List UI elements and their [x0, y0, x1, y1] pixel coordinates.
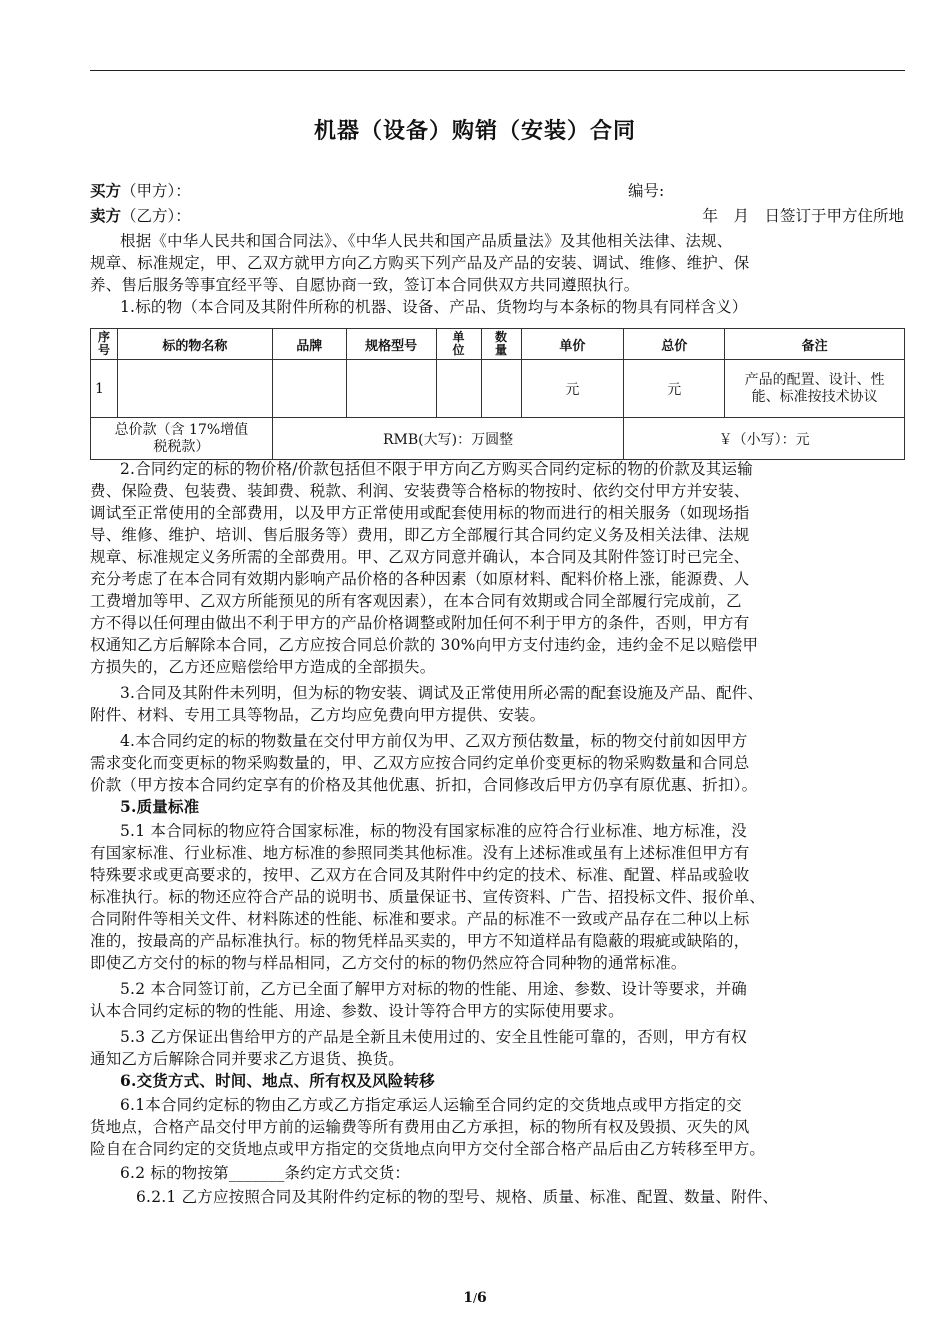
section4-line: 价款（甲方按本合同约定享有的价格及其他优惠、折扣，合同修改后甲方仍享有原优惠、折扣）。	[90, 776, 758, 794]
cell-name	[117, 360, 272, 418]
page-footer	[0, 1290, 950, 1306]
section3-line: 附件、材料、专用工具等物品，乙方均应免费向甲方提供、安装。	[90, 706, 546, 724]
section2-line: 工费增加等甲、乙双方所能预见的所有客观因素），在本合同有效期或合同全部履行完成前，乙	[90, 592, 742, 610]
section5-2-line: 认本合同约定标的物的性能、用途、参数、设计等符合甲方的实际使用要求。	[90, 1002, 624, 1020]
section6-1-line: 6.1本合同约定标的物由乙方或乙方指定承运人运输至合同约定的交货地点或甲方指定的交	[120, 1096, 742, 1114]
col-header-qty: 数量	[481, 329, 521, 360]
seller-label: 卖方	[90, 206, 122, 225]
cell-brand	[272, 360, 346, 418]
section5-1-line: 有国家标准、行业标准、地方标准的参照同类其他标准。没有上述标准或虽有上述标准但甲方有	[90, 844, 750, 862]
cell-total: 元	[624, 360, 725, 418]
section5-1-line: 即使乙方交付的标的物与样品相同，乙方交付的标的物仍然应符合同种物的通常标准。	[90, 954, 687, 972]
section3-line: 3.合同及其附件未列明，但为标的物安装、调试及正常使用所必需的配套设施及产品、配件、	[120, 684, 764, 702]
intro-line: 根据《中华人民共和国合同法》、《中华人民共和国产品质量法》及其他相关法律、法规、	[120, 232, 733, 250]
section5-1-line: 合同附件等相关文件、材料陈述的性能、标准和要求。产品的标准不一致或产品存在二种以上标	[90, 910, 750, 928]
section5-1-line: 准的，按最高的产品标准执行。标的物凭样品买卖的，甲方不知道样品有隐蔽的瑕疵或缺陷的，	[90, 932, 750, 950]
section6-2-1-line: 6.2.1 乙方应按照合同及其附件约定标的物的型号、规格、质量、标准、配置、数量、附件、	[136, 1188, 779, 1206]
rmb-upper: RMB(大写)：万圆整	[272, 418, 624, 460]
section2-line: 2.合同约定的标的物价格/价款包括但不限于甲方向乙方购买合同约定标的物的价款及其运输	[120, 460, 753, 478]
section2-line: 规章、标准规定义务所需的全部费用。甲、乙双方同意并确认，本合同及其附件签订时已完全、	[90, 548, 750, 566]
rmb-lower: ￥（小写）：元	[624, 418, 905, 460]
contract-number-label: 编号:	[628, 182, 665, 200]
section1-title: 1.标的物（本合同及其附件所称的机器、设备、产品、货物均与本条标的物具有同样含义）	[120, 298, 748, 316]
col-header-unit-price: 单价	[521, 329, 624, 360]
section5-2-line: 5.2 本合同签订前，乙方已全面了解甲方对标的物的性能、用途、参数、设计等要求，并确	[120, 980, 747, 998]
buyer-suffix: （甲方）：	[121, 182, 191, 200]
signing-date: 年 月 日签订于甲方住所地	[702, 207, 904, 225]
total-price-label: 总价款（含 17%增值税税款）	[91, 418, 273, 460]
section4-line: 需求变化而变更标的物采购数量的，甲、乙双方应按合同约定单价变更标的物采购数量和合同总	[90, 754, 750, 772]
section5-1-line: 特殊要求或更高要求的，按甲、乙双方在合同及其附件中约定的技术、标准、配置、样品或验收	[90, 866, 750, 884]
table-row	[91, 360, 905, 418]
col-header-total: 总价	[624, 329, 725, 360]
section2-line: 费、保险费、包装费、装卸费、税款、利润、安装费等合格标的物按时、依约交付甲方并安装、	[90, 482, 750, 500]
section5-3-line: 5.3 乙方保证出售给甲方的产品是全新且未使用过的、安全且性能可靠的，否则，甲方有权	[120, 1028, 747, 1046]
cell-remark: 产品的配置、设计、性能、标准按技术协议	[725, 360, 905, 418]
intro-line: 养、售后服务等事宜经平等、自愿协商一致，签订本合同供双方共同遵照执行。	[90, 276, 640, 294]
cell-qty	[481, 360, 521, 418]
section4-line: 4.本合同约定的标的物数量在交付甲方前仅为甲、乙双方预估数量，标的物交付前如因甲方	[120, 732, 748, 750]
document-title: 机器（设备）购销（安装）合同	[313, 118, 636, 144]
section5-1-line: 标准执行。标的物还应符合产品的说明书、质量保证书、宣传资料、广告、招投标文件、报价单、	[90, 888, 766, 906]
header-rule	[90, 70, 905, 71]
col-header-name: 标的物名称	[117, 329, 272, 360]
seller-suffix: （乙方）：	[121, 207, 191, 225]
col-header-remark: 备注	[725, 329, 905, 360]
section2-line: 调试至正常使用的全部费用，以及甲方正常使用或配套使用标的物而进行的相关服务（如现场指	[90, 504, 750, 522]
table-total-row	[91, 418, 905, 460]
section2-line: 方不得以任何理由做出不利于甲方的产品价格调整或附加任何不利于甲方的条件，否则，甲方有	[90, 614, 750, 632]
buyer-label: 买方	[90, 181, 122, 200]
section6-2-line: 6.2 标的物按第_______条约定方式交货：	[120, 1164, 411, 1182]
intro-paragraph	[90, 230, 908, 318]
section5-title: 5.质量标准	[120, 797, 200, 816]
section2-line: 权通知乙方后解除本合同，乙方应按合同总价款的 30%向甲方支付违约金，违约金不足以赔偿甲	[90, 636, 759, 654]
col-header-model: 规格型号	[346, 329, 436, 360]
section6-1-line: 险自在合同约定的交货地点或甲方指定的交货地点向甲方交付全部合格产品后由乙方转移至甲方。	[90, 1140, 766, 1158]
col-header-no: 序号	[91, 329, 118, 360]
table-header-row	[91, 329, 905, 360]
cell-model	[346, 360, 436, 418]
cell-no: 1	[91, 360, 118, 418]
section2-line: 导、维修、维护、培训、售后服务等）费用，即乙方全部履行其合同约定义务及相关法律、法规	[90, 526, 750, 544]
section5-3-line: 通知乙方后解除合同并要求乙方退货、换货。	[90, 1050, 405, 1068]
section6-1-line: 货地点，合格产品交付甲方前的运输费等所有费用由乙方承担，标的物所有权及毁损、灭失的风	[90, 1118, 750, 1136]
cell-unit	[436, 360, 481, 418]
page-total: 6	[477, 1290, 487, 1306]
section6-title: 6.交货方式、时间、地点、所有权及风险转移	[120, 1071, 435, 1090]
section2-line: 方损失的，乙方还应赔偿给甲方造成的全部损失。	[90, 658, 436, 676]
col-header-unit: 单位	[436, 329, 481, 360]
buyer-line	[90, 180, 905, 202]
cell-unit-price: 元	[521, 360, 624, 418]
items-table	[90, 328, 905, 460]
section2-line: 充分考虑了在本合同有效期内影响产品价格的各种因素（如原材料、配料价格上涨，能源费、人	[90, 570, 750, 588]
page-separator: /	[472, 1291, 478, 1305]
page-current: 1	[463, 1290, 473, 1306]
col-header-brand: 品牌	[272, 329, 346, 360]
section5-1-line: 5.1 本合同标的物应符合国家标准，标的物没有国家标准的应符合行业标准、地方标准，没	[120, 822, 747, 840]
body-text	[90, 458, 908, 1208]
intro-line: 规章、标准规定，甲、乙双方就甲方向乙方购买下列产品及产品的安装、调试、维修、维护、保	[90, 254, 750, 272]
